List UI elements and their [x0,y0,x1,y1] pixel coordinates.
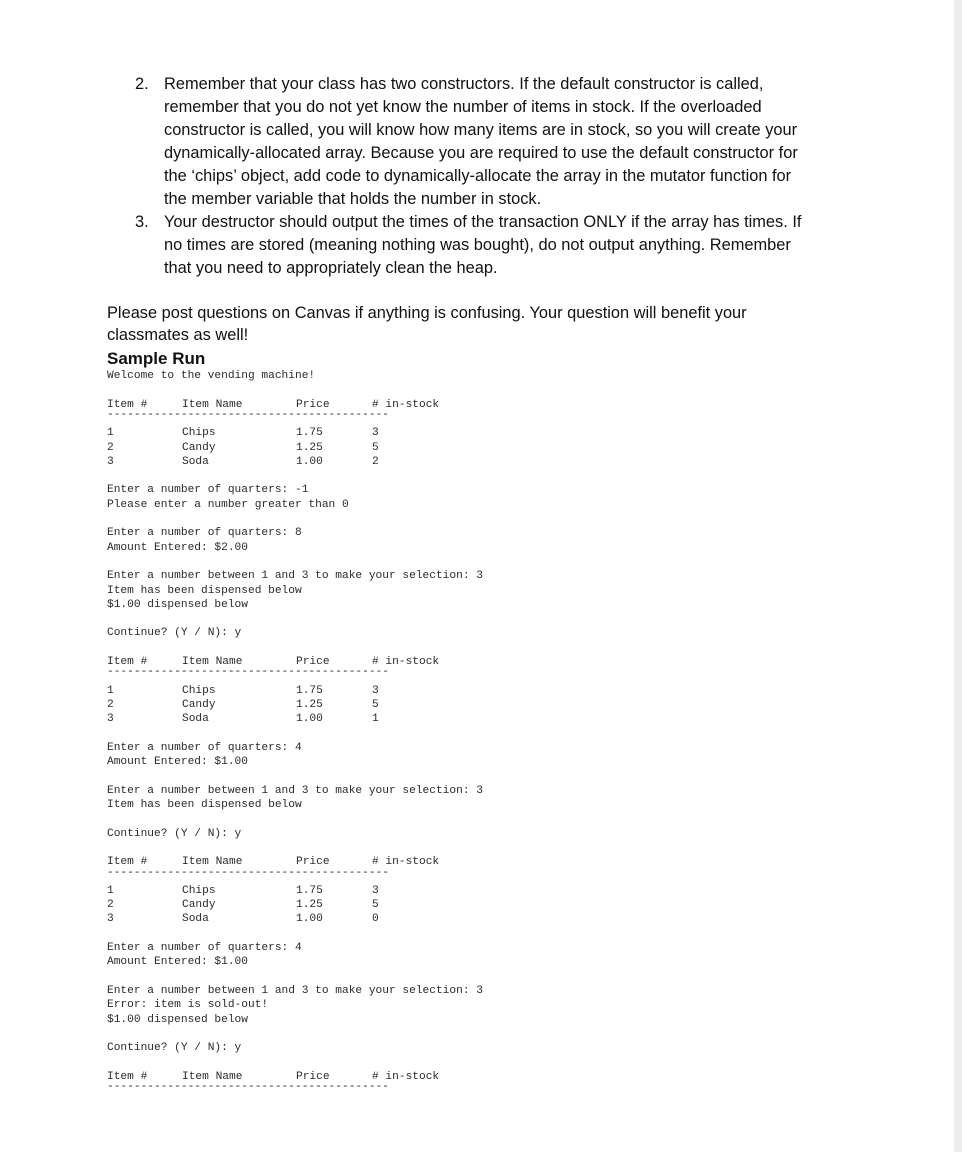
table-divider: ------------------------------------------ [107,1081,389,1093]
cell-price: 1.25 [296,441,323,454]
cell-stock: 0 [372,913,379,926]
console-line: $1.00 dispensed below [107,598,248,611]
instruction-line: no times are stored (meaning nothing was bought), do not output anything. Remember [164,236,791,254]
column-header-stock: # in-stock [372,1070,440,1083]
column-header-price: Price [296,856,330,869]
cell-price: 1.00 [296,713,323,726]
console-line: Enter a number of quarters: 4 [107,741,302,754]
column-header-stock: # in-stock [372,398,440,411]
instruction-list [135,73,855,280]
console-line: Enter a number between 1 and 3 to make your selection: 3 [107,784,483,797]
cell-stock: 5 [372,441,379,454]
console-line: Continue? (Y / N): y [107,627,242,640]
cell-item: 1 [107,684,114,697]
console-line: Item has been dispensed below [107,799,302,811]
instruction-number: 3. [135,213,149,231]
note-line: classmates as well! [107,326,249,344]
cell-item: 1 [107,884,114,897]
cell-price: 1.25 [296,698,323,711]
cell-price: 1.75 [296,427,323,440]
instruction-item-2 [135,73,855,211]
column-header-stock: # in-stock [372,856,440,869]
cell-item: 3 [107,913,114,926]
console-line: Amount Entered: $1.00 [107,956,248,969]
instruction-item-3 [135,211,855,280]
column-header-name: Item Name [182,656,243,668]
cell-name: Candy [182,899,216,912]
console-line: Enter a number of quarters: 4 [107,942,302,954]
cell-name: Candy [182,698,216,711]
console-line: Enter a number between 1 and 3 to make your selection: 3 [107,570,483,583]
column-header-item: Item # [107,856,148,869]
cell-name: Chips [182,684,216,697]
cell-item: 1 [107,427,114,440]
console-line: Continue? (Y / N): y [107,827,242,840]
column-header-name: Item Name [182,398,243,411]
console-line: Enter a number of quarters: 8 [107,527,302,540]
instruction-line: the member variable that holds the number in stock. [164,190,542,208]
instruction-line: Remember that your class has two constructors. If the default constructor is called, [164,75,764,93]
sample-run-heading: Sample Run [107,349,206,368]
cell-item: 3 [107,455,114,468]
console-line: Error: item is sold-out! [107,999,269,1012]
cell-stock: 2 [372,455,379,468]
console-line: Amount Entered: $2.00 [107,541,248,554]
cell-price: 1.00 [296,913,323,926]
welcome-message: Welcome to the vending machine! [107,370,316,382]
table-divider: ------------------------------------------ [107,666,389,679]
table-divider: ------------------------------------------ [107,866,389,879]
instruction-line: that you need to appropriately clean the heap. [164,259,498,277]
cell-name: Candy [182,441,216,454]
instruction-line: Your destructor should output the times of the transaction ONLY if the array has times. If [164,213,802,231]
scrollbar-track[interactable] [954,0,962,1152]
cell-stock: 3 [372,427,379,440]
questions-note [107,302,827,346]
console-line: Enter a number of quarters: -1 [107,484,309,497]
console-line: $1.00 dispensed below [107,1013,248,1026]
column-header-item: Item # [107,656,148,668]
table-divider: ------------------------------------------ [107,408,389,421]
cell-name: Soda [182,713,209,726]
cell-name: Chips [182,427,216,440]
instruction-line: the ‘chips’ object, add code to dynamically-allocate the array in the mutator function for [164,167,792,185]
cell-item: 2 [107,441,114,454]
cell-name: Soda [182,913,209,926]
column-header-stock: # in-stock [372,656,440,668]
cell-stock: 3 [372,884,379,897]
column-header-price: Price [296,656,330,668]
instruction-line: dynamically-allocated array. Because you are required to use the default constructor for [164,144,798,162]
console-line: Please enter a number greater than 0 [107,498,349,511]
cell-stock: 3 [372,684,379,697]
instruction-number: 2. [135,75,149,93]
console-line: Enter a number between 1 and 3 to make your selection: 3 [107,984,483,997]
column-header-name: Item Name [182,1070,243,1083]
cell-stock: 1 [372,713,379,726]
console-line: Amount Entered: $1.00 [107,756,248,769]
cell-price: 1.75 [296,684,323,697]
cell-price: 1.00 [296,455,323,468]
column-header-item: Item # [107,398,148,411]
column-header-name: Item Name [182,856,243,869]
cell-price: 1.25 [296,899,323,912]
cell-item: 3 [107,713,114,726]
cell-stock: 5 [372,899,379,912]
cell-item: 2 [107,899,114,912]
console-line: Continue? (Y / N): y [107,1042,242,1055]
console-line: Item has been dispensed below [107,584,302,597]
cell-price: 1.75 [296,884,323,897]
column-header-price: Price [296,1070,330,1083]
instruction-line: remember that you do not yet know the number of items in stock. If the overloaded [164,98,762,116]
instruction-line: constructor is called, you will know how many items are in stock, so you will create your [164,121,798,139]
cell-name: Soda [182,455,209,468]
sample-run-output [107,370,807,1093]
cell-name: Chips [182,884,216,897]
cell-stock: 5 [372,698,379,711]
cell-item: 2 [107,698,114,711]
note-line: Please post questions on Canvas if anything is confusing. Your question will benefit your [107,304,747,322]
column-header-price: Price [296,398,330,411]
column-header-item: Item # [107,1070,148,1083]
